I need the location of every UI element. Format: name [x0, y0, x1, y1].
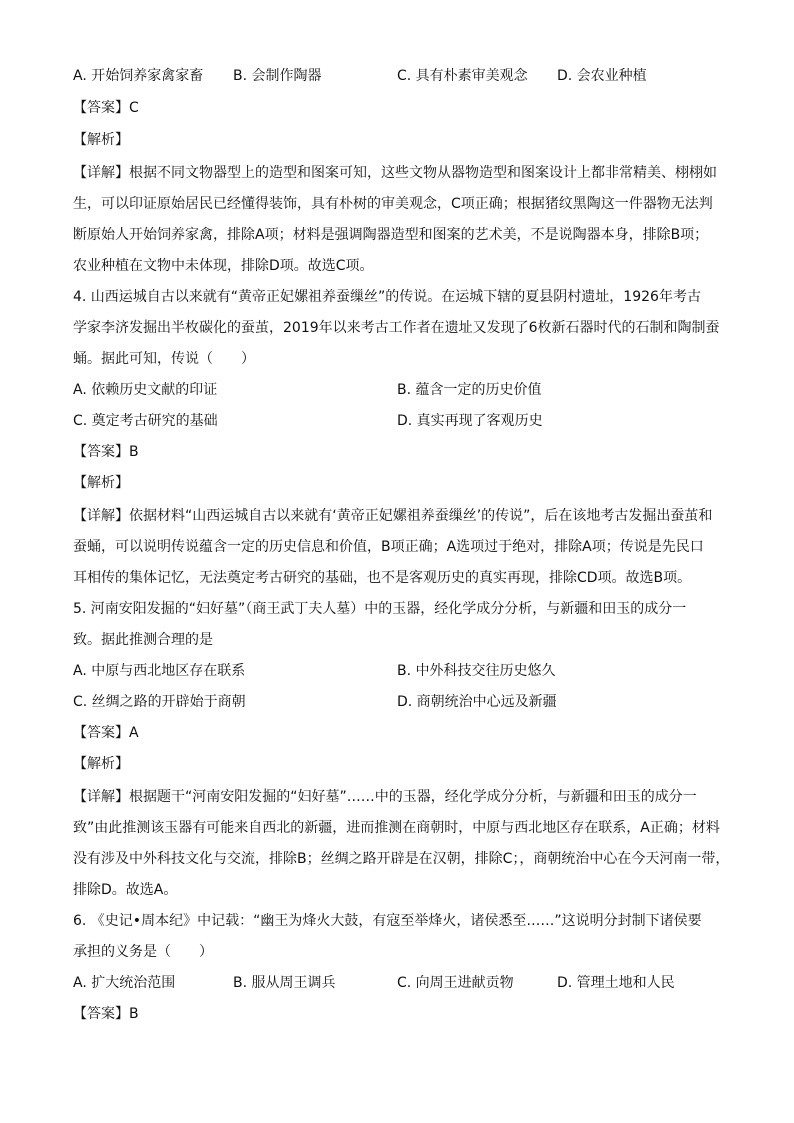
q3-answer: 【答案】C	[73, 100, 139, 116]
q4-detail-line: 耳相传的集体记忆，无法奠定考古研究的基础，也不是客观历史的真实再现，排除CD项。故选B项。	[73, 570, 692, 586]
q6-option-c: C. 向周王进献贡物	[397, 975, 514, 991]
q3-detail-line: 农业种植在文物中未体现，排除D项。故选C项。	[73, 258, 374, 274]
q5-detail-line: 排除D。故选A。	[73, 882, 178, 898]
q5-option-a: A. 中原与西北地区存在联系	[73, 663, 246, 679]
q4-stem-line: 蛹。据此可知，传说（ ）	[73, 351, 255, 367]
q5-option-c: C. 丝绸之路的开辟始于商朝	[73, 694, 246, 710]
q4-option-d: D. 真实再现了客观历史	[397, 413, 543, 429]
q5-option-b: B. 中外科技交往历史悠久	[397, 663, 556, 679]
q6-stem-line: 6. 《史记•周本纪》中记载：“幽王为烽火大鼓，有寇至举烽火，诸侯悉至……”这说明分封制下诸侯要	[73, 913, 702, 929]
q4-detail-line: 蚕蛹，可以说明传说蕴含一定的历史信息和价值，B项正确；A选项过于绝对，排除A项；传说是先民口	[73, 539, 704, 555]
q5-analysis-title: 【解析】	[73, 756, 129, 772]
q6-option-a: A. 扩大统治范围	[73, 975, 176, 991]
q3-detail-line: 断原始人开始饲养家禽，排除A项；材料是强调陶器造型和图案的艺术美，不是说陶器本身，排除B项；	[73, 227, 709, 243]
q5-stem-line: 5. 河南安阳发掘的“妇好墓”（商王武丁夫人墓）中的玉器，经化学成分分析，与新疆和田玉的成分一	[73, 601, 687, 617]
q5-answer: 【答案】A	[73, 725, 139, 741]
q4-analysis-title: 【解析】	[73, 475, 129, 491]
q3-analysis-title: 【解析】	[73, 132, 129, 148]
q4-option-b: B. 蕴含一定的历史价值	[397, 382, 542, 398]
q5-detail-line: 【详解】根据题干“河南安阳发掘的“妇好墓”……中的玉器，经化学成分分析，与新疆和田玉的成分一	[73, 789, 697, 805]
q3-option-d: D. 会农业种植	[557, 68, 647, 84]
q4-option-c: C. 奠定考古研究的基础	[73, 413, 218, 429]
q5-detail-line: 没有涉及中外科技文化与交流，排除B；丝绸之路开辟是在汉朝，排除C；，商朝统治中心在今天河南一带，	[73, 851, 730, 867]
q4-answer: 【答案】B	[73, 444, 139, 460]
q4-stem-line: 学家李济发掘出半枚碳化的蚕茧，2019年以来考古工作者在遗址又发现了6枚新石器时代的石制和陶制蚕	[73, 320, 720, 336]
q4-stem-line: 4. 山西运城自古以来就有“黄帝正妃嫘祖养蚕缫丝”的传说。在运城下辖的夏县阴村遗址，1926年考古	[73, 289, 701, 305]
q5-detail-line: 致”由此推测该玉器有可能来自西北的新疆，进而推测在商朝时，中原与西北地区存在联系，A正确；材料	[73, 820, 720, 836]
q6-answer: 【答案】B	[73, 1006, 139, 1022]
q6-stem-line: 承担的义务是（ ）	[73, 944, 213, 960]
q3-detail-line: 【详解】根据不同文物器型上的造型和图案可知，这些文物从器物造型和图案设计上都非常精美、栩栩如	[73, 165, 717, 181]
q6-option-b: B. 服从周王调兵	[233, 975, 336, 991]
q3-detail-line: 生，可以印证原始居民已经懂得装饰，具有朴树的审美观念，C项正确；根据猪纹黑陶这一件器物无法判	[73, 196, 713, 212]
q6-option-d: D. 管理土地和人民	[557, 975, 675, 991]
q3-option-b: B. 会制作陶器	[233, 68, 322, 84]
q4-option-a: A. 依赖历史文献的印证	[73, 382, 218, 398]
q5-option-d: D. 商朝统治中心远及新疆	[397, 694, 557, 710]
q3-option-a: A. 开始饲养家禽家畜	[73, 68, 204, 84]
q4-detail-line: 【详解】依据材料“山西运城自古以来就有‘黄帝正妃嫘祖养蚕缫丝’的传说”，后在该地考古发掘出蚕茧和	[73, 508, 713, 524]
q5-stem-line: 致。据此推测合理的是	[73, 632, 213, 648]
q3-option-c: C. 具有朴素审美观念	[397, 68, 528, 84]
